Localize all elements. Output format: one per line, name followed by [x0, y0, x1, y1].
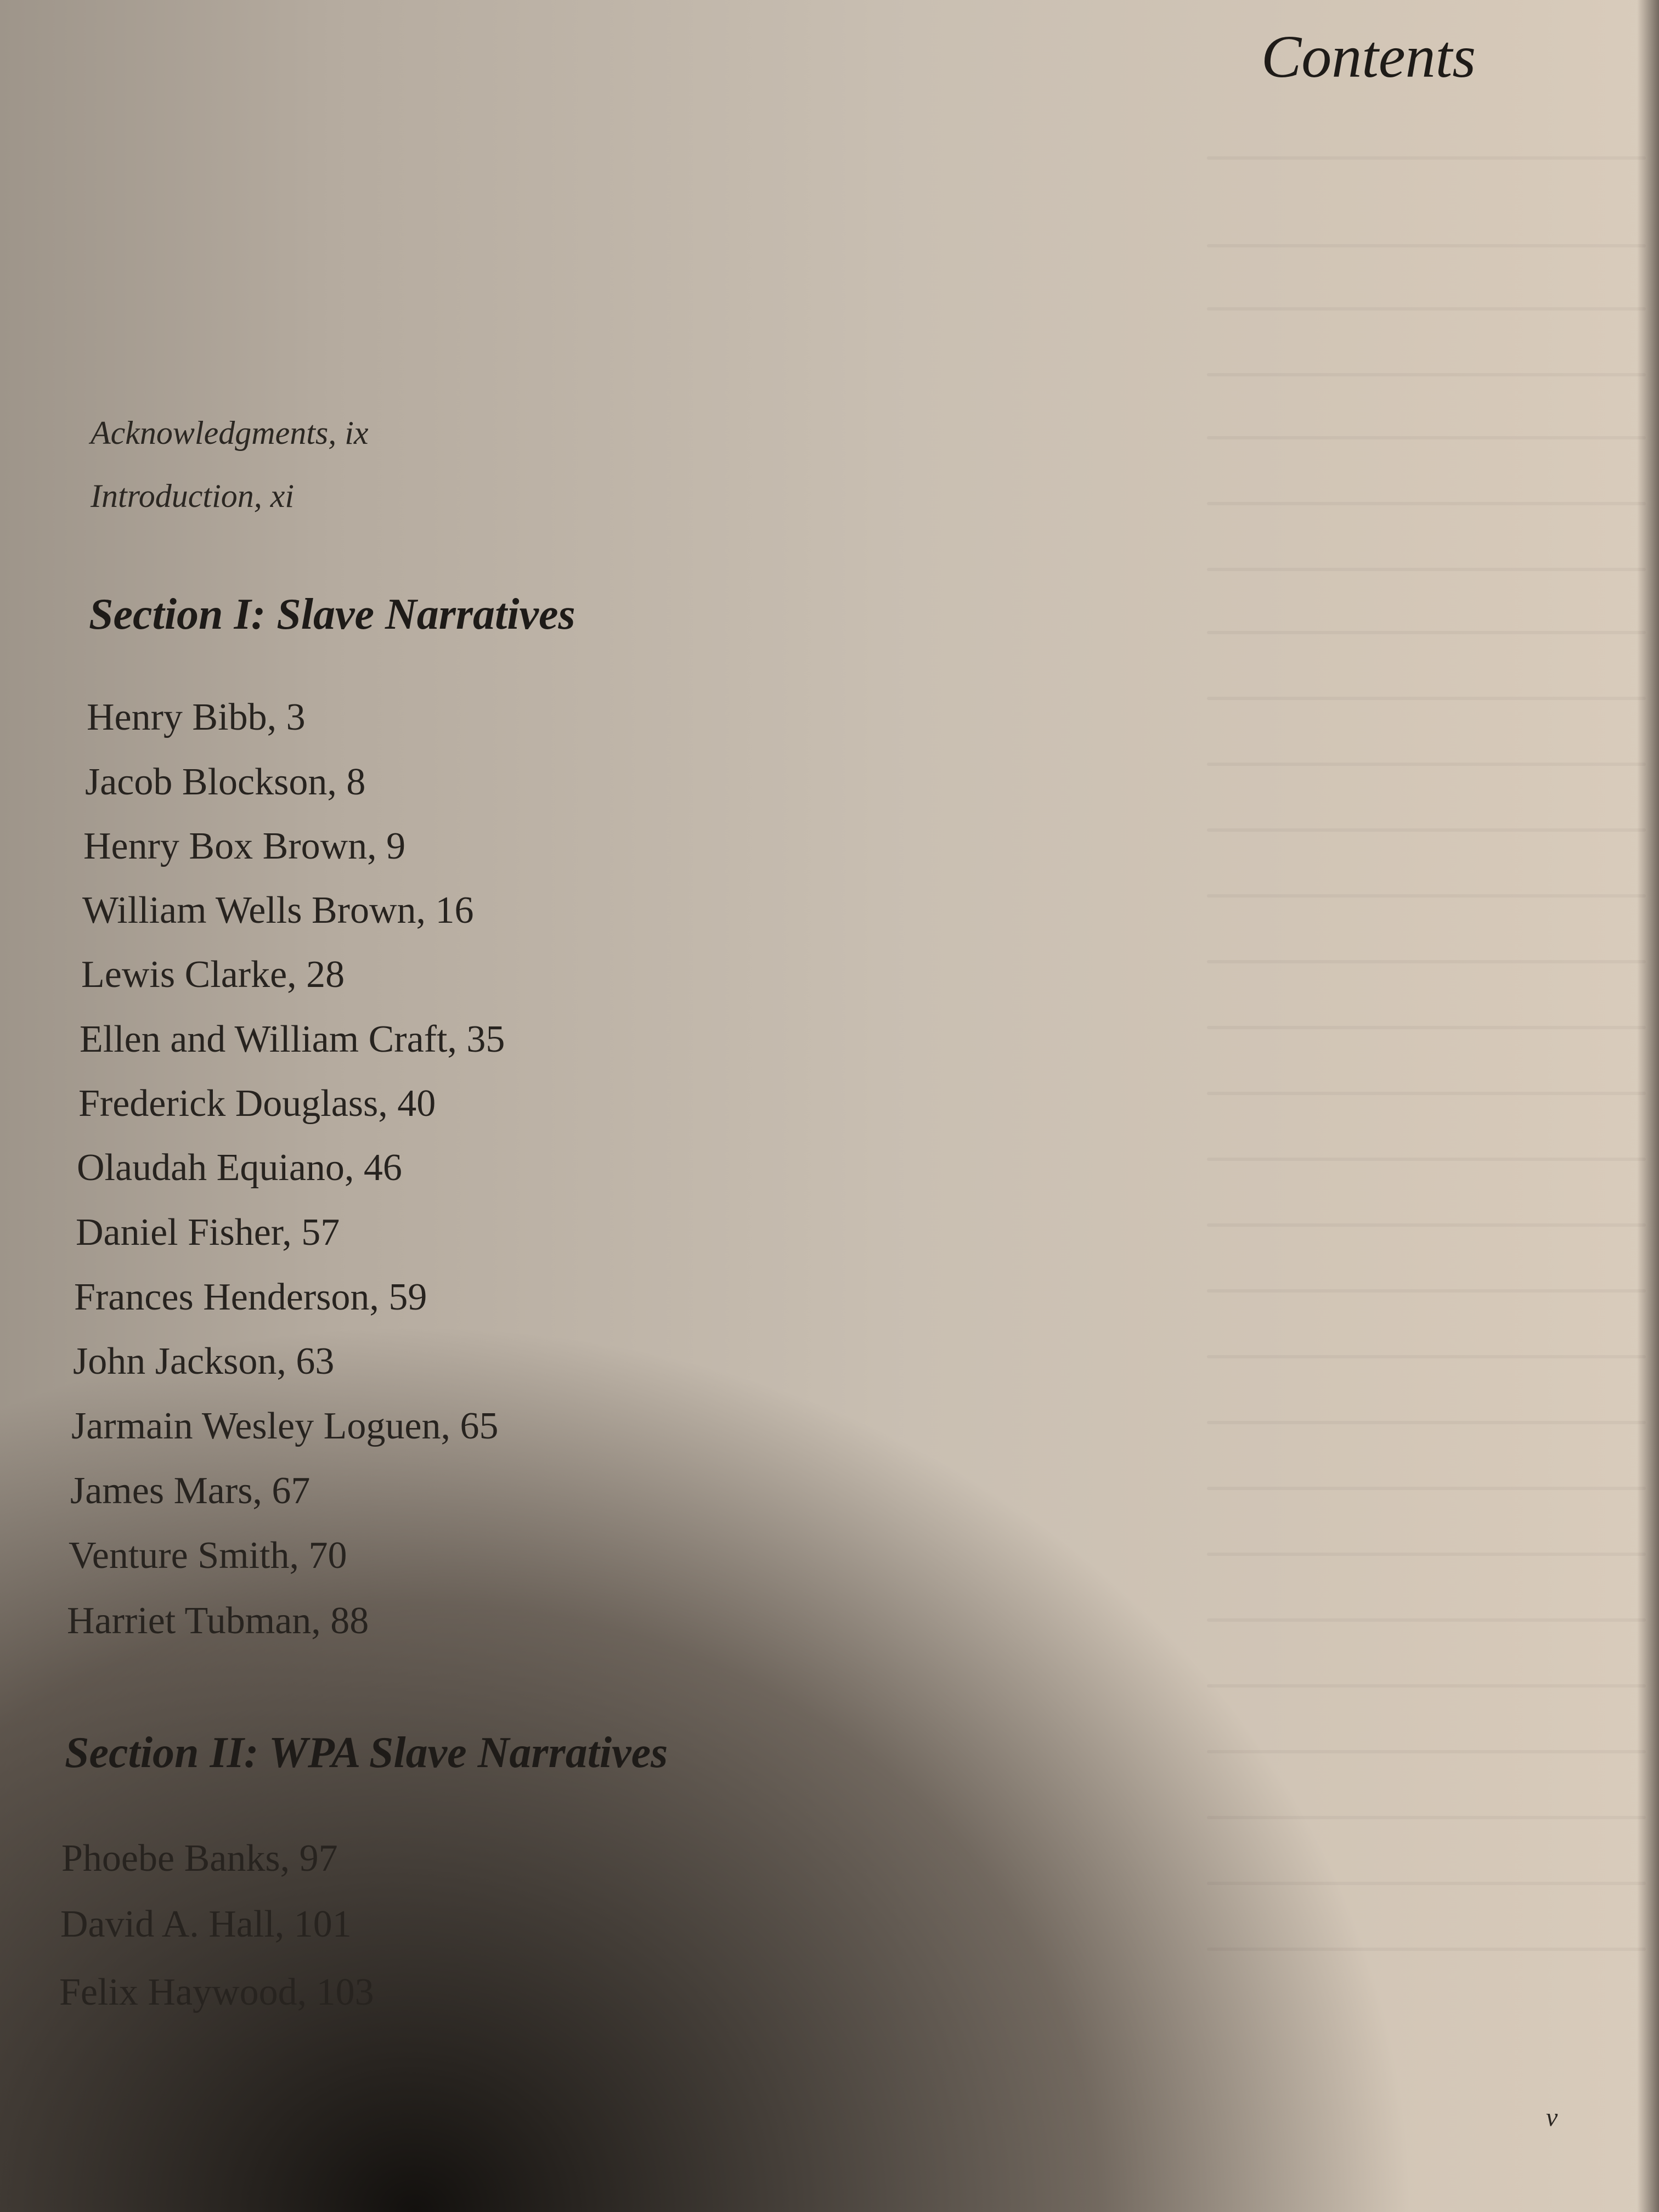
- show-through-line: [1207, 1289, 1646, 1293]
- show-through-line: [1207, 1750, 1646, 1753]
- show-through-line: [1207, 631, 1646, 634]
- toc-entry: Jarmain Wesley Loguen, 65: [71, 1405, 499, 1447]
- show-through-line: [1207, 894, 1646, 898]
- show-through-line: [1207, 156, 1646, 160]
- toc-entry: William Wells Brown, 16: [82, 889, 474, 932]
- show-through-line: [1207, 1158, 1646, 1161]
- show-through-line: [1207, 1487, 1646, 1490]
- show-through-line: [1207, 436, 1646, 439]
- show-through-line: [1207, 373, 1646, 376]
- show-through-line: [1207, 1948, 1646, 1951]
- page-number: v: [1546, 2103, 1558, 2132]
- toc-entry: Phoebe Banks, 97: [61, 1837, 338, 1880]
- show-through-line: [1207, 568, 1646, 571]
- show-through-line: [1207, 1092, 1646, 1095]
- toc-entry: Frances Henderson, 59: [74, 1276, 427, 1318]
- show-through-line: [1207, 1816, 1646, 1819]
- show-through-line: [1207, 244, 1646, 247]
- front-matter-introduction: Introduction, xi: [91, 478, 295, 514]
- show-through-line: [1207, 1553, 1646, 1556]
- toc-entry: David A. Hall, 101: [60, 1903, 352, 1945]
- front-matter-acknowledgments: Acknowledgments, ix: [91, 415, 369, 451]
- toc-entry: Olaudah Equiano, 46: [77, 1147, 402, 1189]
- toc-entry: James Mars, 67: [70, 1470, 311, 1512]
- toc-entry: Ellen and William Craft, 35: [80, 1018, 505, 1060]
- show-through-line: [1207, 502, 1646, 505]
- show-through-line: [1207, 828, 1646, 832]
- show-through-line: [1207, 763, 1646, 766]
- toc-entry: Lewis Clarke, 28: [81, 953, 345, 996]
- show-through-line: [1207, 1223, 1646, 1227]
- toc-entry: Henry Box Brown, 9: [83, 825, 406, 867]
- toc-entry: Venture Smith, 70: [69, 1534, 347, 1577]
- toc-entry: Harriet Tubman, 88: [67, 1600, 369, 1642]
- show-through-line: [1207, 1882, 1646, 1885]
- show-through-line: [1207, 1421, 1646, 1424]
- show-through-line: [1207, 1618, 1646, 1622]
- toc-entry: Henry Bibb, 3: [87, 696, 306, 738]
- show-through-line: [1207, 1355, 1646, 1358]
- section-heading: Section II: WPA Slave Narratives: [65, 1729, 668, 1777]
- show-through-line: [1207, 1026, 1646, 1029]
- toc-entry: Felix Haywood, 103: [59, 1971, 374, 2013]
- toc-entry: Daniel Fisher, 57: [76, 1211, 340, 1254]
- show-through-line: [1207, 307, 1646, 311]
- toc-entry: Jacob Blockson, 8: [85, 761, 366, 803]
- show-through-line: [1207, 697, 1646, 700]
- page-title: Contents: [1261, 23, 1476, 90]
- page-edge-shadow: [1637, 0, 1659, 2212]
- show-through-line: [1207, 960, 1646, 963]
- toc-entry: Frederick Douglass, 40: [78, 1082, 436, 1125]
- toc-entry: John Jackson, 63: [73, 1340, 335, 1383]
- show-through-line: [1207, 1684, 1646, 1688]
- section-heading: Section I: Slave Narratives: [89, 590, 575, 639]
